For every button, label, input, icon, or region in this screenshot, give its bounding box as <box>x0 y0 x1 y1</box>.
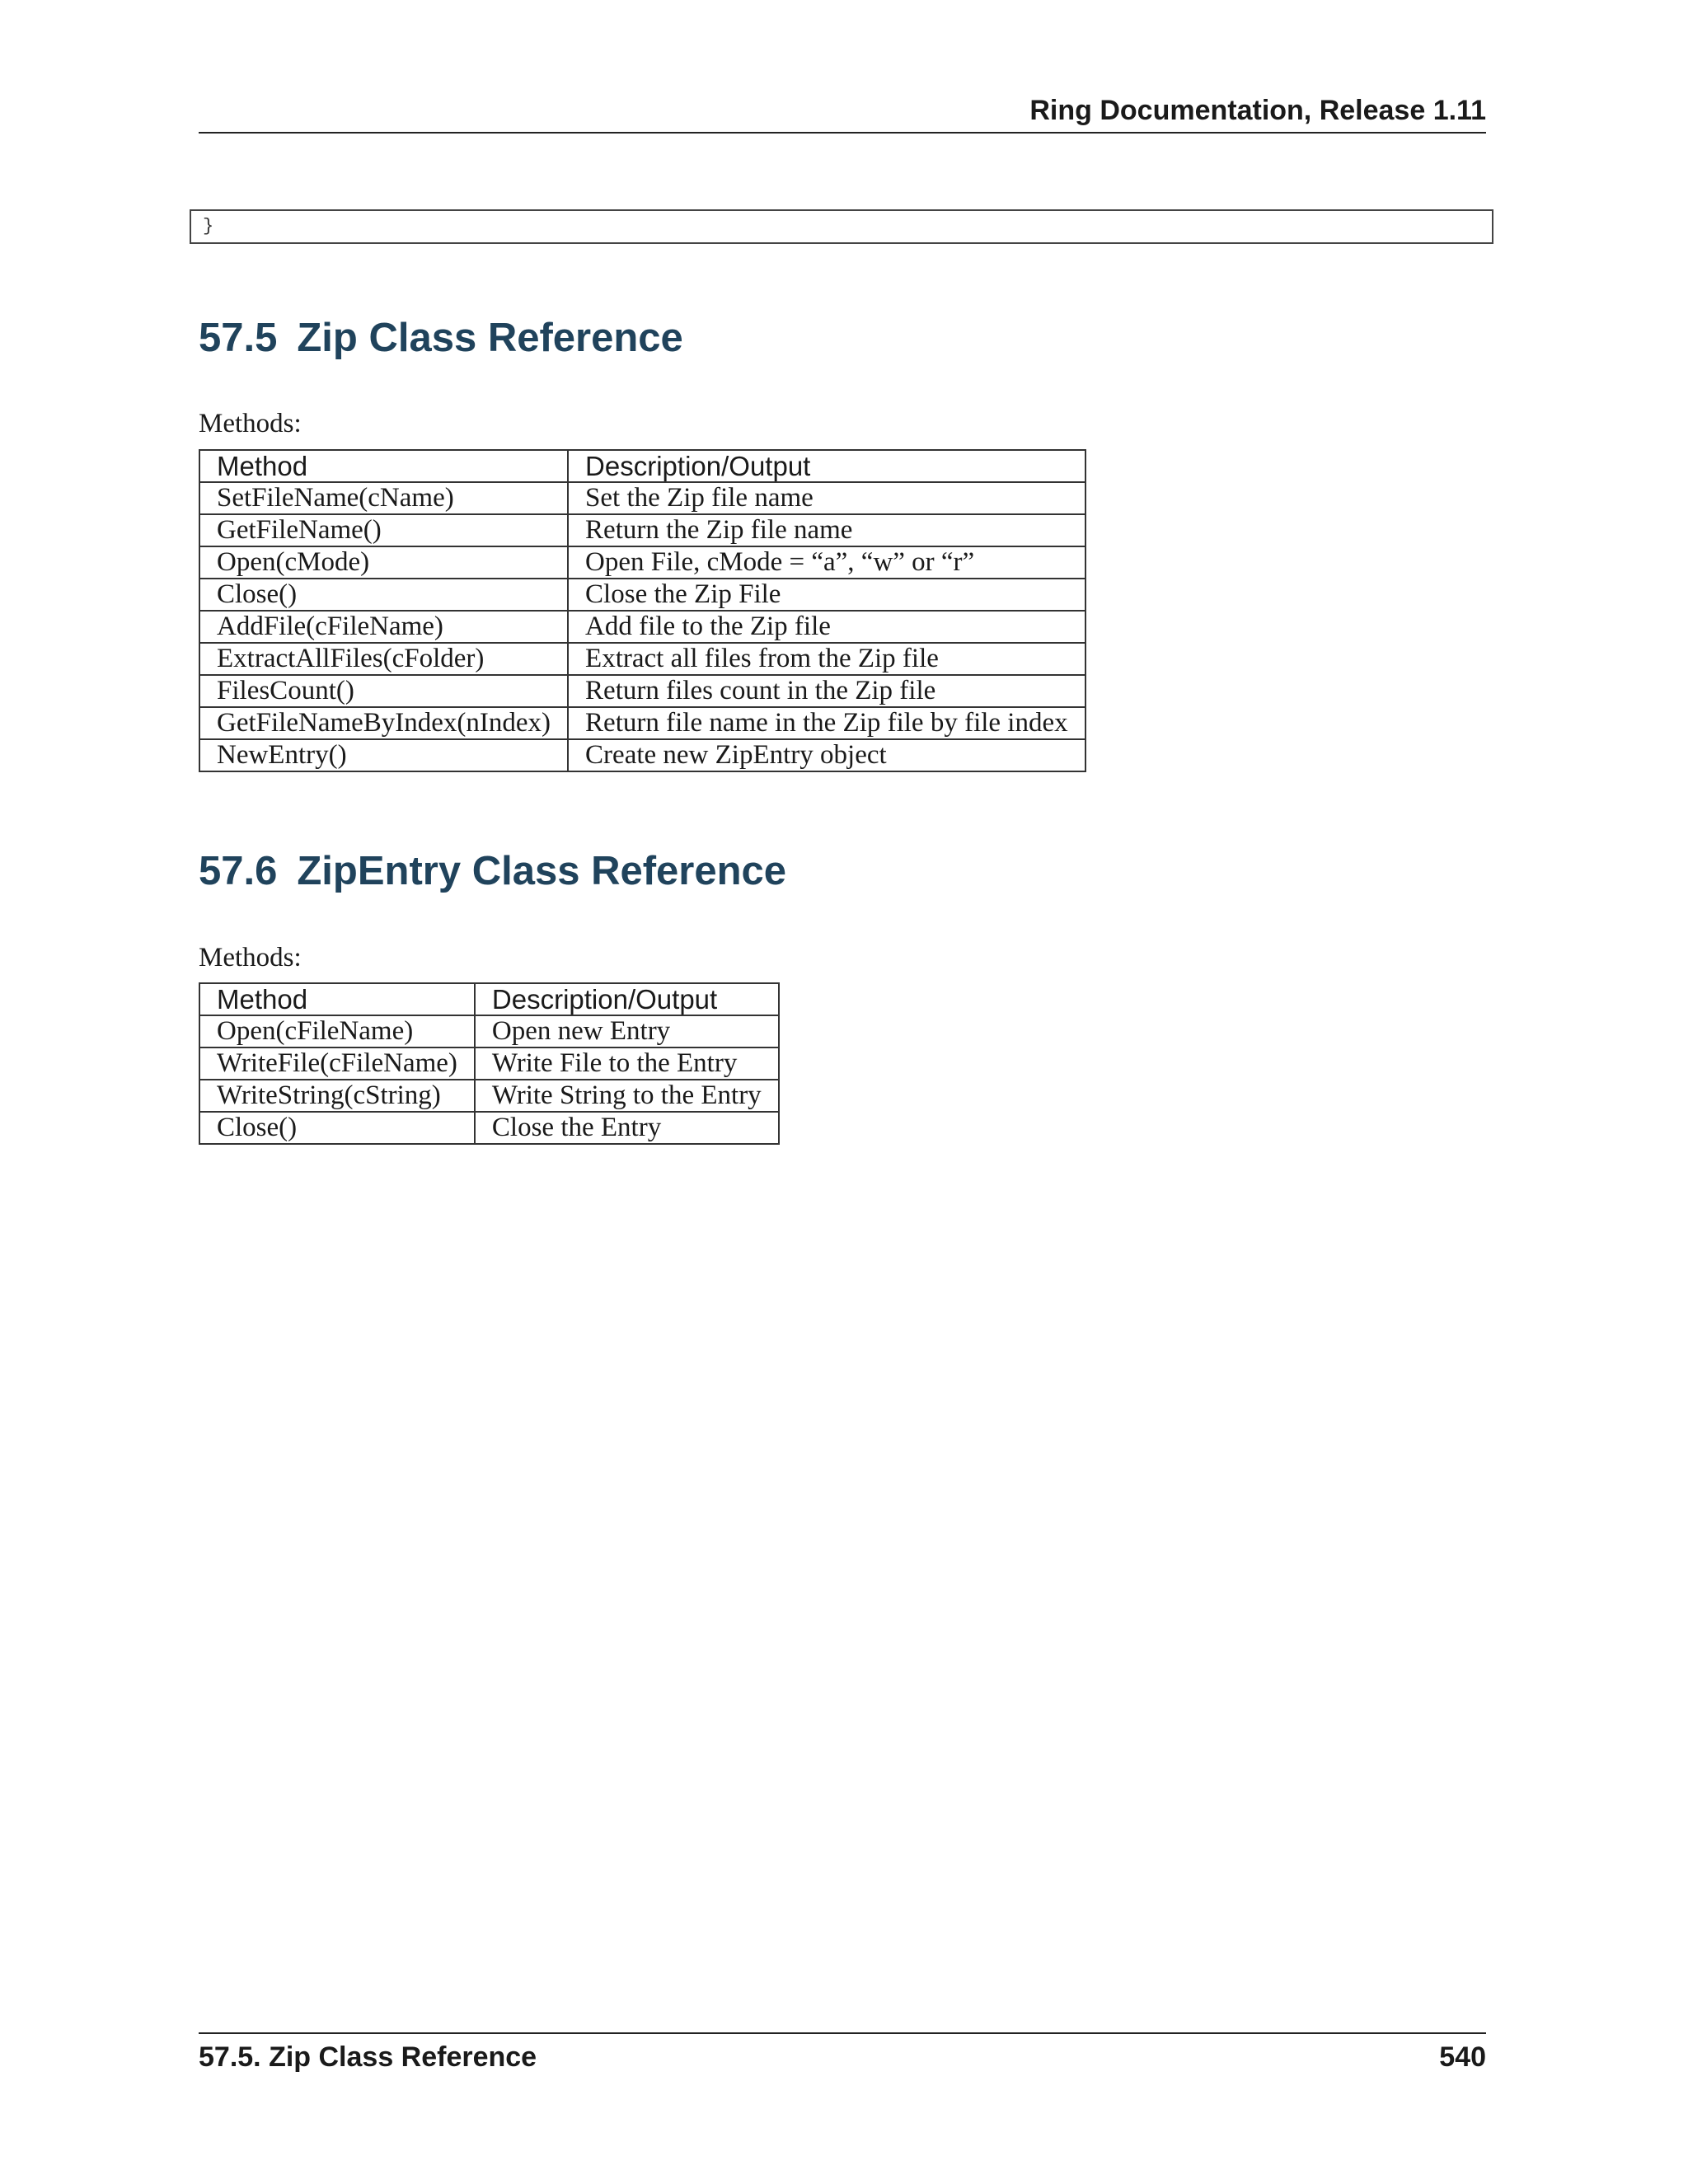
section-number: 57.6 <box>199 849 278 893</box>
method-cell: Close() <box>199 579 568 611</box>
table-row <box>199 1112 779 1144</box>
page-header <box>199 92 1486 134</box>
table-header-row <box>199 450 1085 482</box>
method-cell: SetFileName(cName) <box>199 482 568 514</box>
table-row <box>199 643 1085 675</box>
method-cell: GetFileName() <box>199 514 568 546</box>
section-heading-zipentry <box>199 846 786 896</box>
method-cell: Open(cFileName) <box>199 1015 475 1047</box>
table-header-row <box>199 983 779 1015</box>
methods-label: Methods: <box>199 943 302 972</box>
method-cell: WriteFile(cFileName) <box>199 1047 475 1080</box>
table-row <box>199 579 1085 611</box>
code-text: } <box>203 216 214 237</box>
description-cell: Create new ZipEntry object <box>568 739 1085 771</box>
column-header-description: Description/Output <box>475 983 779 1015</box>
method-cell: WriteString(cString) <box>199 1080 475 1112</box>
page-footer <box>199 2032 1486 2080</box>
description-cell: Return the Zip file name <box>568 514 1085 546</box>
description-cell: Add file to the Zip file <box>568 611 1085 643</box>
table-row <box>199 675 1085 707</box>
description-cell: Return files count in the Zip file <box>568 675 1085 707</box>
method-cell: Close() <box>199 1112 475 1144</box>
method-cell: Open(cMode) <box>199 546 568 579</box>
description-cell: Open File, cMode = “a”, “w” or “r” <box>568 546 1085 579</box>
description-cell: Close the Entry <box>475 1112 779 1144</box>
methods-label: Methods: <box>199 409 302 438</box>
zip-methods-table <box>199 449 1086 772</box>
method-cell: GetFileNameByIndex(nIndex) <box>199 707 568 739</box>
section-heading-zip <box>199 313 683 363</box>
table-row <box>199 1047 779 1080</box>
method-cell: NewEntry() <box>199 739 568 771</box>
table-row <box>199 739 1085 771</box>
table-row <box>199 1015 779 1047</box>
table-row <box>199 707 1085 739</box>
column-header-method: Method <box>199 983 475 1015</box>
table-row <box>199 546 1085 579</box>
section-title-text: ZipEntry Class Reference <box>297 849 787 893</box>
description-cell: Close the Zip File <box>568 579 1085 611</box>
description-cell: Return file name in the Zip file by file index <box>568 707 1085 739</box>
section-number: 57.5 <box>199 316 278 360</box>
header-title: Ring Documentation, Release 1.11 <box>1029 95 1486 126</box>
table-row <box>199 514 1085 546</box>
column-header-method: Method <box>199 450 568 482</box>
code-block <box>190 209 1493 244</box>
zipentry-methods-table <box>199 982 780 1145</box>
description-cell: Set the Zip file name <box>568 482 1085 514</box>
column-header-description: Description/Output <box>568 450 1085 482</box>
description-cell: Extract all files from the Zip file <box>568 643 1085 675</box>
table-row <box>199 482 1085 514</box>
method-cell: ExtractAllFiles(cFolder) <box>199 643 568 675</box>
description-cell: Write File to the Entry <box>475 1047 779 1080</box>
method-cell: AddFile(cFileName) <box>199 611 568 643</box>
description-cell: Write String to the Entry <box>475 1080 779 1112</box>
method-cell: FilesCount() <box>199 675 568 707</box>
table-row <box>199 1080 779 1112</box>
page-number: 540 <box>1439 2041 1486 2073</box>
table-row <box>199 611 1085 643</box>
footer-section: 57.5. Zip Class Reference <box>199 2041 537 2073</box>
section-title-text: Zip Class Reference <box>297 316 683 360</box>
description-cell: Open new Entry <box>475 1015 779 1047</box>
